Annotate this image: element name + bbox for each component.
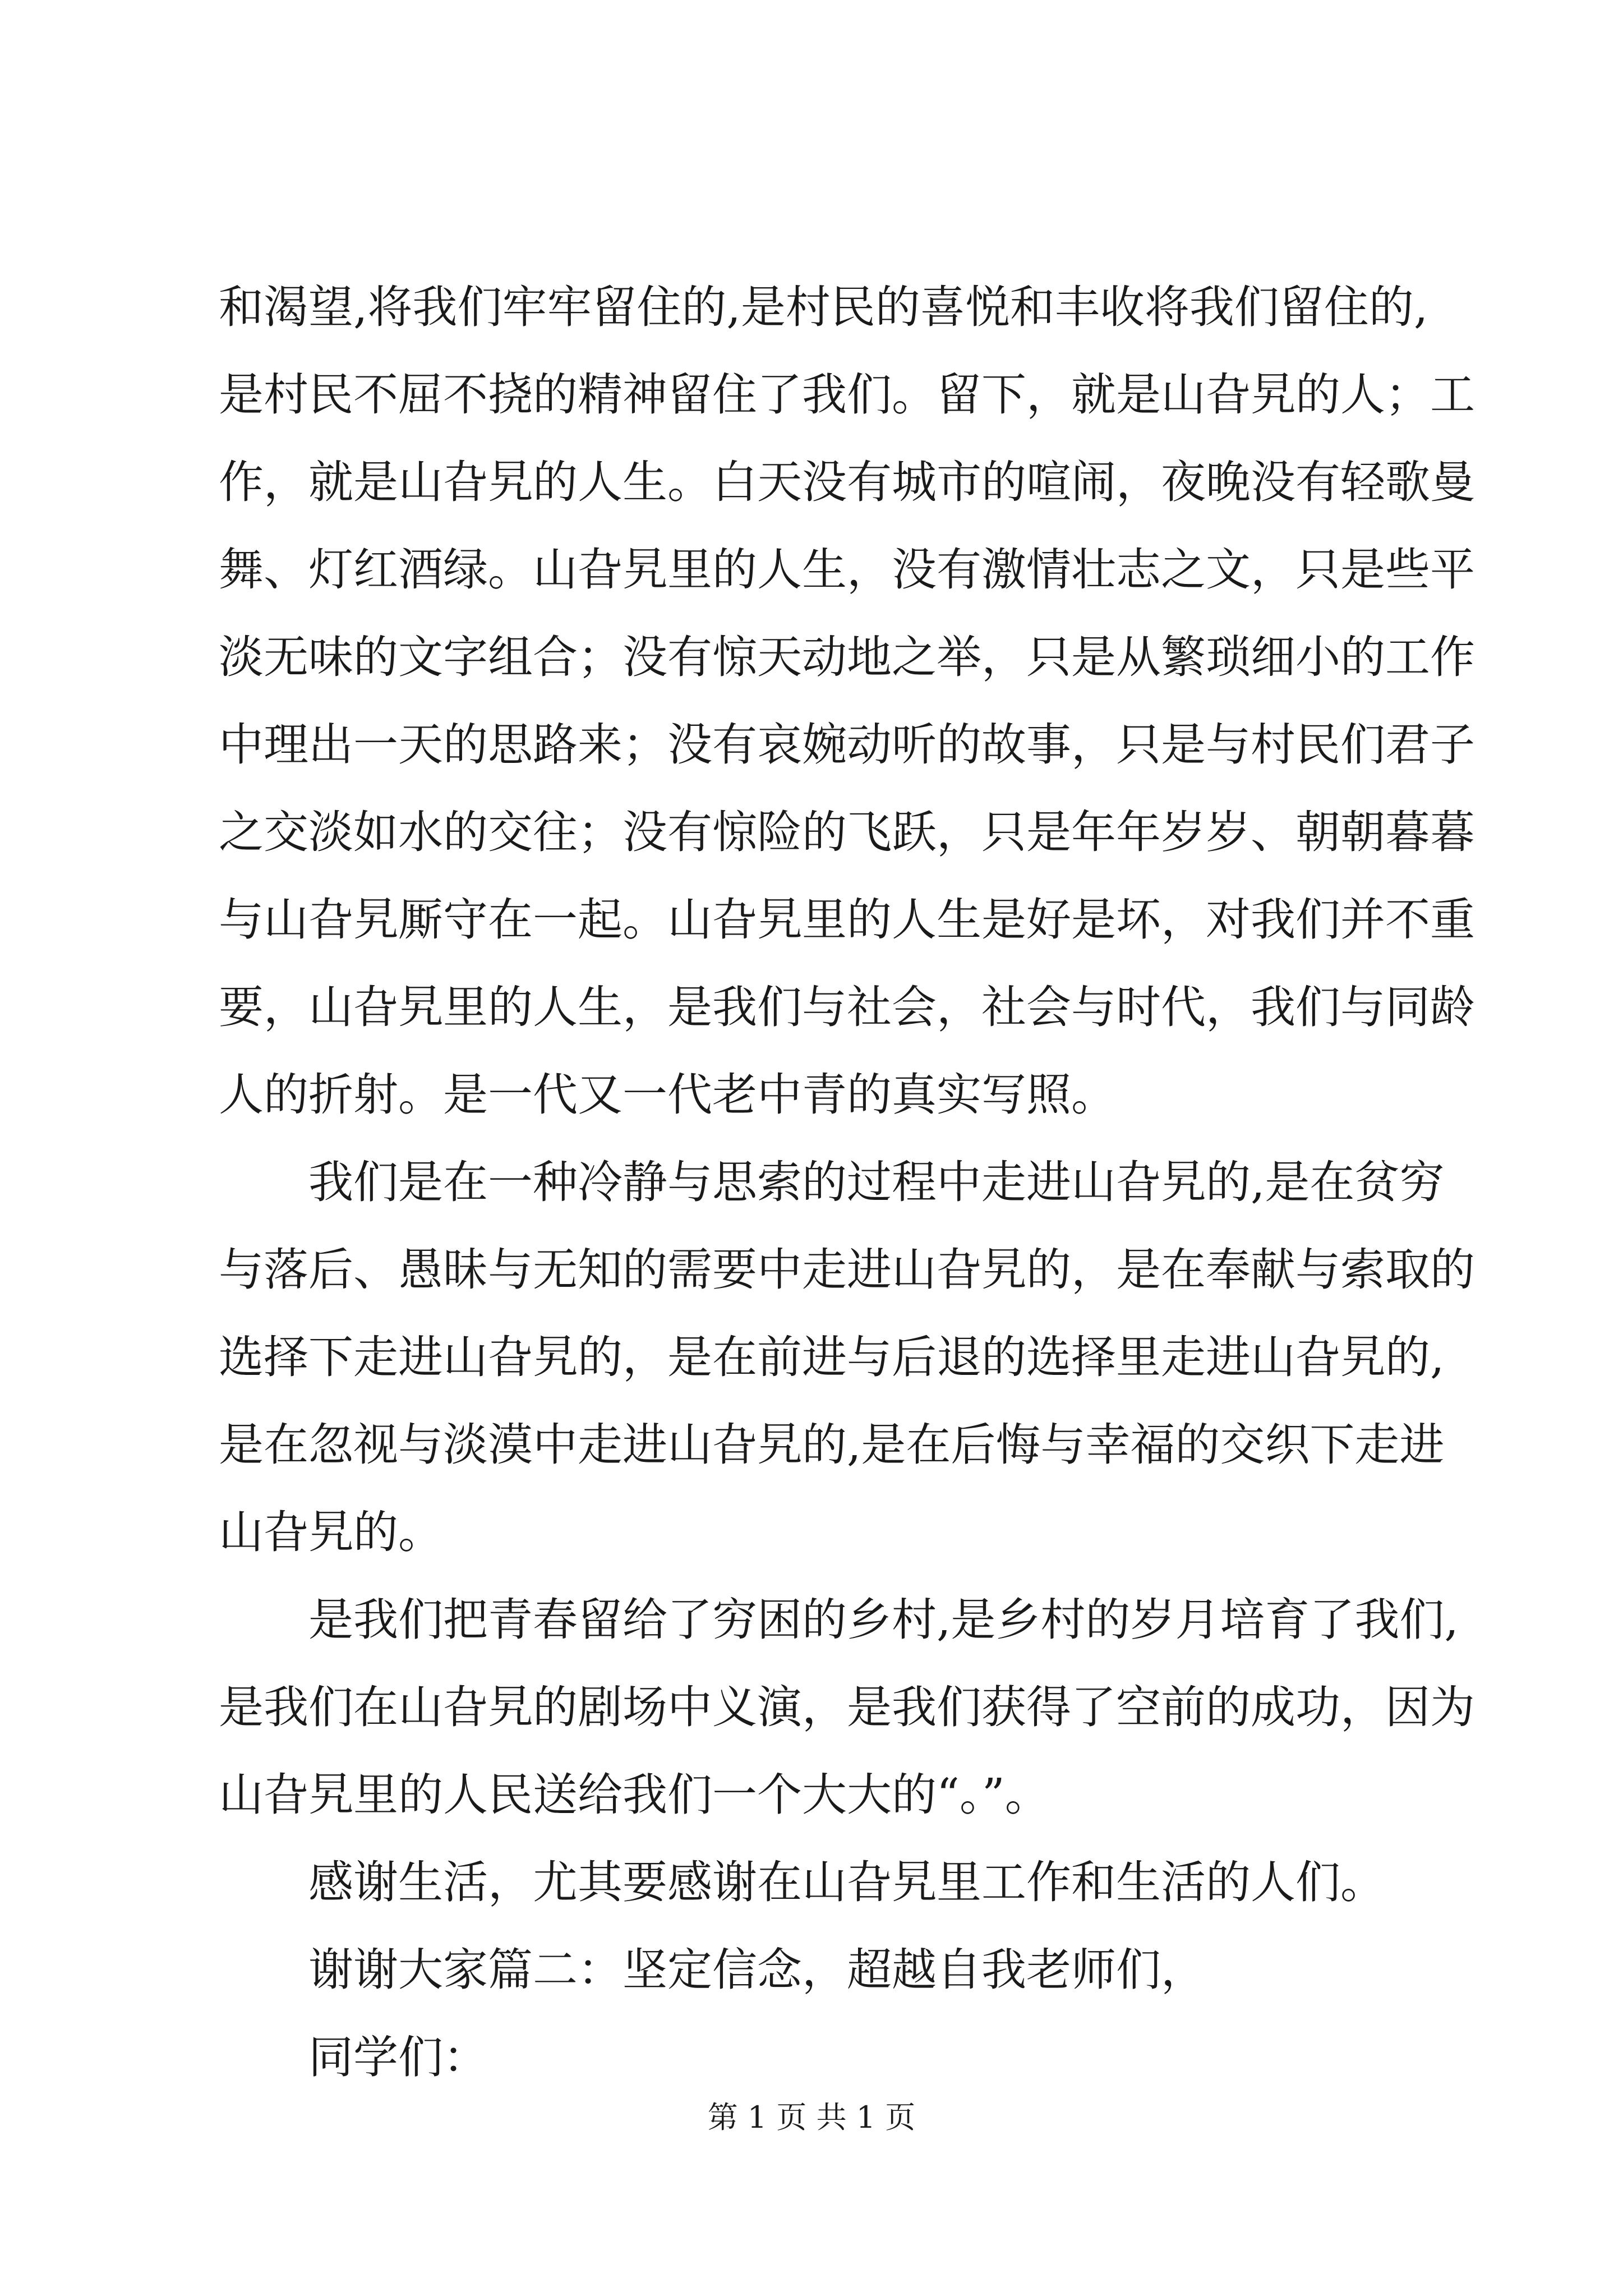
text-line: 和渴望,将我们牢牢留住的,是村民的喜悦和丰收将我们留住的,	[219, 281, 1428, 333]
text-line: 山旮旯里的人民送给我们一个大大的“。”。	[219, 1769, 1050, 1821]
text-line: 同学们：	[308, 2031, 488, 2083]
text-line: 人的折射。是一代又一代老中青的真实写照。	[219, 1069, 1116, 1121]
text-line: 之交淡如水的交往；没有惊险的飞跃，只是年年岁岁、朝朝暮暮	[219, 806, 1475, 858]
text-line: 谢谢大家篇二：坚定信念，超越自我老师们，	[308, 1944, 1206, 1996]
document-body	[219, 264, 1475, 2101]
text-line: 是我们在山旮旯的剧场中义演，是我们获得了空前的成功，因为	[219, 1681, 1475, 1733]
text-line: 与山旮旯厮守在一起。山旮旯里的人生是好是坏，对我们并不重	[219, 894, 1475, 946]
text-line: 淡无味的文字组合；没有惊天动地之举，只是从繁琐细小的工作	[219, 631, 1475, 683]
text-line: 舞、灯红酒绿。山旮旯里的人生，没有激情壮志之文，只是些平	[219, 544, 1475, 596]
page-footer: 第 1 页 共 1 页	[707, 2100, 916, 2135]
text-line: 感谢生活，尤其要感谢在山旮旯里工作和生活的人们。	[308, 1856, 1385, 1908]
text-line: 作，就是山旮旯的人生。白天没有城市的喧闹，夜晚没有轻歌曼	[219, 456, 1475, 508]
text-line: 我们是在一种冷静与思索的过程中走进山旮旯的,是在贫穷	[308, 1156, 1445, 1208]
text-line: 是在忽视与淡漠中走进山旮旯的,是在后悔与幸福的交织下走进	[219, 1419, 1445, 1471]
text-line: 中理出一天的思路来；没有哀婉动听的故事，只是与村民们君子	[219, 719, 1475, 771]
text-line: 与落后、愚昧与无知的需要中走进山旮旯的，是在奉献与索取的	[219, 1244, 1475, 1296]
text-line: 是村民不屈不挠的精神留住了我们。留下，就是山旮旯的人；工	[219, 369, 1475, 421]
text-line: 是我们把青春留给了穷困的乡村,是乡村的岁月培育了我们,	[308, 1594, 1459, 1646]
text-line: 要，山旮旯里的人生，是我们与社会，社会与时代，我们与同龄	[219, 981, 1475, 1033]
text-line: 选择下走进山旮旯的，是在前进与后退的选择里走进山旮旯的,	[219, 1331, 1445, 1383]
text-line: 山旮旯的。	[219, 1506, 443, 1558]
